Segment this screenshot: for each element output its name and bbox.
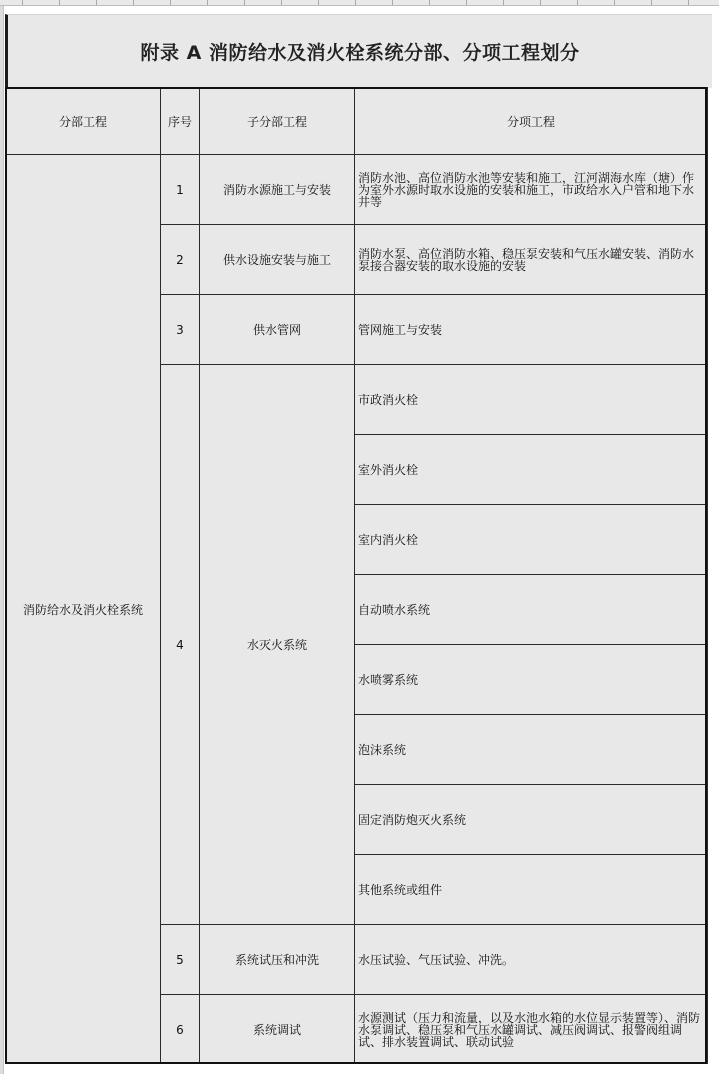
item-cell[interactable]: 水源测试（压力和流量，以及水池水箱的水位显示装置等）、消防水泵调试、稳压泵和气压水罐调试、减压阀调试、报警阀组调试、排水装置调试、联动试验 [355,995,708,1065]
seq-cell[interactable]: 3 [161,295,200,365]
ruler-tick [577,0,578,5]
item-cell[interactable]: 消防水泵、高位消防水箱、稳压泵安装和气压水罐安装、消防水泵接合器安装的取水设施的安装 [355,225,708,295]
subdivision-cell[interactable]: 水灭火系统 [200,365,355,925]
division-table [5,87,708,1065]
seq-cell[interactable]: 5 [161,925,200,995]
item-cell[interactable]: 水压试验、气压试验、冲洗。 [355,925,708,995]
item-cell[interactable]: 其他系统或组件 [355,855,708,925]
subdivision-cell[interactable]: 系统调试 [200,995,355,1065]
seq-cell[interactable]: 4 [161,365,200,925]
ruler-tick [392,0,393,5]
ruler-tick [688,0,689,5]
seq-cell[interactable]: 1 [161,155,200,225]
ruler-tick [429,0,430,5]
header-item: 分项工程 [355,88,708,155]
ruler-tick [651,0,652,5]
page-title: 附录 A 消防给水及消火栓系统分部、分项工程划分 [5,14,712,88]
header-subdivision: 子分部工程 [200,88,355,155]
ruler-tick [355,0,356,5]
header-division: 分部工程 [6,88,161,155]
seq-cell[interactable]: 6 [161,995,200,1065]
subdivision-cell[interactable]: 供水管网 [200,295,355,365]
sheet-bottom-strip [5,1064,715,1074]
subdivision-cell[interactable]: 供水设施安装与施工 [200,225,355,295]
item-cell[interactable]: 固定消防炮灭火系统 [355,785,708,855]
item-cell[interactable]: 自动喷水系统 [355,575,708,645]
item-cell[interactable]: 消防水池、高位消防水池等安装和施工，江河湖海水库（塘）作为室外水源时取水设施的安装和施工，市政给水入户管和地下水井等 [355,155,708,225]
ruler-tick [170,0,171,5]
ruler-tick [133,0,134,5]
item-cell[interactable]: 室内消火栓 [355,505,708,575]
table-row [6,155,708,225]
seq-cell[interactable]: 2 [161,225,200,295]
division-cell[interactable]: 消防给水及消火栓系统 [6,155,161,1065]
ruler-tick [59,0,60,5]
item-cell[interactable]: 室外消火栓 [355,435,708,505]
subdivision-cell[interactable]: 消防水源施工与安装 [200,155,355,225]
item-cell[interactable]: 泡沫系统 [355,715,708,785]
item-cell[interactable]: 市政消火栓 [355,365,708,435]
ruler-tick [614,0,615,5]
ruler-tick [22,0,23,5]
ruler-tick [281,0,282,5]
item-cell[interactable]: 管网施工与安装 [355,295,708,365]
ruler-tick [207,0,208,5]
ruler-tick [318,0,319,5]
header-row [6,88,708,155]
subdivision-cell[interactable]: 系统试压和冲洗 [200,925,355,995]
ruler-tick [503,0,504,5]
ruler-tick [540,0,541,5]
item-cell[interactable]: 水喷雾系统 [355,645,708,715]
ruler-tick [96,0,97,5]
column-ruler [0,0,719,6]
sheet-left-edge [0,6,4,1074]
header-seq: 序号 [161,88,200,155]
ruler-tick [466,0,467,5]
ruler-tick [244,0,245,5]
